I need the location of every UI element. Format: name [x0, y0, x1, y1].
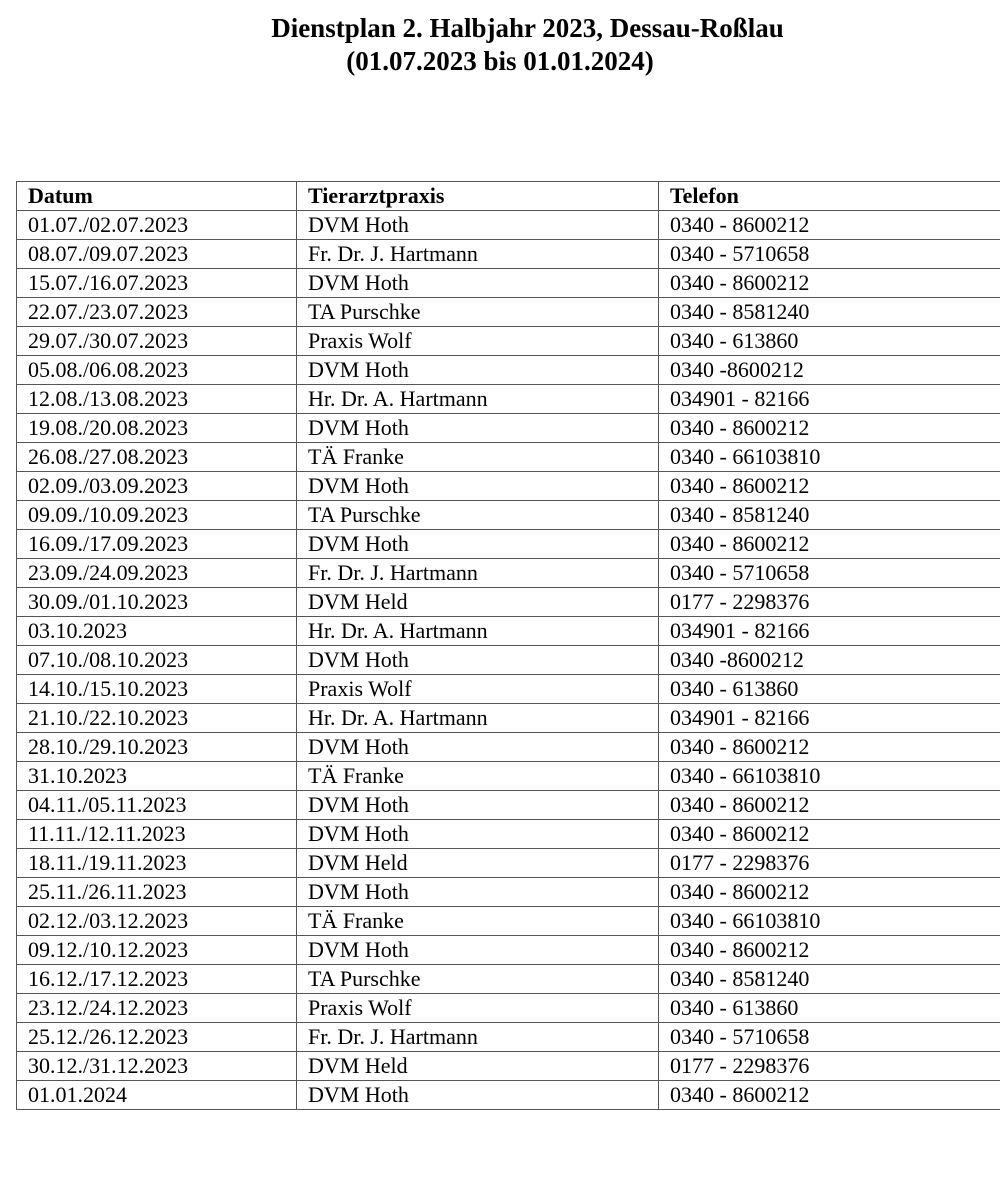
cell-telefon: 0340 - 8600212: [659, 936, 1000, 965]
cell-telefon: 0340 - 8600212: [659, 733, 1000, 762]
cell-datum: 19.08./20.08.2023: [17, 414, 297, 443]
cell-datum: 11.11./12.11.2023: [17, 820, 297, 849]
title-line-2: (01.07.2023 bis 01.01.2024): [346, 46, 654, 76]
cell-telefon: 0340 - 66103810: [659, 443, 1000, 472]
title-line-1: Dienstplan 2. Halbjahr 2023, Dessau-Roßlau: [271, 13, 784, 43]
cell-datum: 05.08./06.08.2023: [17, 356, 297, 385]
table-row: [17, 878, 1000, 907]
cell-tierarztpraxis: TÄ Franke: [297, 443, 659, 472]
cell-telefon: 0340 - 5710658: [659, 240, 1000, 269]
cell-datum: 16.12./17.12.2023: [17, 965, 297, 994]
cell-datum: 22.07./23.07.2023: [17, 298, 297, 327]
cell-tierarztpraxis: TA Purschke: [297, 298, 659, 327]
table-row: [17, 588, 1000, 617]
table-row: [17, 501, 1000, 530]
cell-telefon: 034901 - 82166: [659, 385, 1000, 414]
cell-tierarztpraxis: Fr. Dr. J. Hartmann: [297, 240, 659, 269]
table-row: [17, 936, 1000, 965]
cell-tierarztpraxis: Hr. Dr. A. Hartmann: [297, 385, 659, 414]
cell-telefon: 034901 - 82166: [659, 617, 1000, 646]
cell-tierarztpraxis: TA Purschke: [297, 965, 659, 994]
cell-telefon: 0340 -8600212: [659, 356, 1000, 385]
table-row: [17, 907, 1000, 936]
cell-tierarztpraxis: TA Purschke: [297, 501, 659, 530]
cell-telefon: 0340 - 8600212: [659, 878, 1000, 907]
cell-tierarztpraxis: DVM Hoth: [297, 211, 659, 240]
cell-tierarztpraxis: DVM Hoth: [297, 820, 659, 849]
table-row: [17, 791, 1000, 820]
cell-tierarztpraxis: DVM Hoth: [297, 472, 659, 501]
cell-tierarztpraxis: Hr. Dr. A. Hartmann: [297, 617, 659, 646]
cell-telefon: 0340 - 613860: [659, 327, 1000, 356]
cell-datum: 23.09./24.09.2023: [17, 559, 297, 588]
cell-datum: 15.07./16.07.2023: [17, 269, 297, 298]
cell-datum: 04.11./05.11.2023: [17, 791, 297, 820]
cell-tierarztpraxis: Fr. Dr. J. Hartmann: [297, 1023, 659, 1052]
cell-tierarztpraxis: DVM Hoth: [297, 269, 659, 298]
header-datum: Datum: [17, 182, 297, 211]
cell-datum: 16.09./17.09.2023: [17, 530, 297, 559]
cell-tierarztpraxis: DVM Hoth: [297, 414, 659, 443]
cell-tierarztpraxis: DVM Hoth: [297, 646, 659, 675]
cell-tierarztpraxis: Hr. Dr. A. Hartmann: [297, 704, 659, 733]
cell-telefon: 0340 - 8600212: [659, 269, 1000, 298]
table-row: [17, 1081, 1000, 1110]
table-row: [17, 1023, 1000, 1052]
cell-tierarztpraxis: TÄ Franke: [297, 907, 659, 936]
cell-datum: 09.09./10.09.2023: [17, 501, 297, 530]
duty-schedule-table: [16, 181, 1000, 1110]
cell-tierarztpraxis: Praxis Wolf: [297, 327, 659, 356]
cell-datum: 01.07./02.07.2023: [17, 211, 297, 240]
table-row: [17, 385, 1000, 414]
cell-datum: 21.10./22.10.2023: [17, 704, 297, 733]
cell-telefon: 0340 - 8600212: [659, 1081, 1000, 1110]
cell-telefon: 0177 - 2298376: [659, 588, 1000, 617]
cell-telefon: 0340 - 8600212: [659, 791, 1000, 820]
cell-tierarztpraxis: DVM Hoth: [297, 791, 659, 820]
table-header-row: [17, 182, 1000, 211]
cell-tierarztpraxis: DVM Hoth: [297, 878, 659, 907]
cell-telefon: 0340 - 8581240: [659, 501, 1000, 530]
cell-telefon: 0177 - 2298376: [659, 849, 1000, 878]
document-title: [0, 12, 1000, 78]
table-row: [17, 994, 1000, 1023]
cell-telefon: 0340 - 8581240: [659, 965, 1000, 994]
cell-telefon: 0340 - 5710658: [659, 1023, 1000, 1052]
table-row: [17, 762, 1000, 791]
cell-tierarztpraxis: DVM Hoth: [297, 356, 659, 385]
table-row: [17, 356, 1000, 385]
cell-datum: 25.11./26.11.2023: [17, 878, 297, 907]
cell-telefon: 0340 -8600212: [659, 646, 1000, 675]
table-row: [17, 733, 1000, 762]
table-body: [17, 211, 1000, 1110]
cell-tierarztpraxis: DVM Hoth: [297, 936, 659, 965]
table-row: [17, 849, 1000, 878]
table-row: [17, 559, 1000, 588]
cell-telefon: 0340 - 613860: [659, 994, 1000, 1023]
table-row: [17, 414, 1000, 443]
table-row: [17, 704, 1000, 733]
cell-tierarztpraxis: DVM Hoth: [297, 530, 659, 559]
header-telefon: Telefon: [659, 182, 1000, 211]
cell-datum: 31.10.2023: [17, 762, 297, 791]
cell-tierarztpraxis: DVM Held: [297, 849, 659, 878]
cell-telefon: 0340 - 8600212: [659, 820, 1000, 849]
table-row: [17, 240, 1000, 269]
table-row: [17, 327, 1000, 356]
cell-datum: 03.10.2023: [17, 617, 297, 646]
cell-tierarztpraxis: Praxis Wolf: [297, 994, 659, 1023]
cell-telefon: 0340 - 66103810: [659, 762, 1000, 791]
cell-datum: 09.12./10.12.2023: [17, 936, 297, 965]
cell-datum: 01.01.2024: [17, 1081, 297, 1110]
cell-telefon: 0340 - 66103810: [659, 907, 1000, 936]
cell-datum: 12.08./13.08.2023: [17, 385, 297, 414]
cell-tierarztpraxis: TÄ Franke: [297, 762, 659, 791]
table-row: [17, 472, 1000, 501]
cell-telefon: 0340 - 8600212: [659, 472, 1000, 501]
cell-telefon: 0340 - 5710658: [659, 559, 1000, 588]
table-row: [17, 646, 1000, 675]
cell-tierarztpraxis: DVM Hoth: [297, 733, 659, 762]
table-row: [17, 617, 1000, 646]
cell-datum: 29.07./30.07.2023: [17, 327, 297, 356]
table-row: [17, 269, 1000, 298]
cell-tierarztpraxis: Fr. Dr. J. Hartmann: [297, 559, 659, 588]
cell-datum: 02.09./03.09.2023: [17, 472, 297, 501]
table-row: [17, 211, 1000, 240]
table-row: [17, 530, 1000, 559]
cell-telefon: 0340 - 8600212: [659, 211, 1000, 240]
cell-datum: 28.10./29.10.2023: [17, 733, 297, 762]
cell-datum: 02.12./03.12.2023: [17, 907, 297, 936]
cell-datum: 07.10./08.10.2023: [17, 646, 297, 675]
cell-datum: 30.12./31.12.2023: [17, 1052, 297, 1081]
header-tierarztpraxis: Tierarztpraxis: [297, 182, 659, 211]
cell-telefon: 0340 - 8600212: [659, 414, 1000, 443]
cell-telefon: 0340 - 613860: [659, 675, 1000, 704]
cell-telefon: 0177 - 2298376: [659, 1052, 1000, 1081]
cell-datum: 08.07./09.07.2023: [17, 240, 297, 269]
cell-datum: 25.12./26.12.2023: [17, 1023, 297, 1052]
table-row: [17, 443, 1000, 472]
table-row: [17, 298, 1000, 327]
table-row: [17, 1052, 1000, 1081]
cell-datum: 14.10./15.10.2023: [17, 675, 297, 704]
cell-telefon: 0340 - 8600212: [659, 530, 1000, 559]
cell-datum: 18.11./19.11.2023: [17, 849, 297, 878]
cell-telefon: 0340 - 8581240: [659, 298, 1000, 327]
cell-tierarztpraxis: DVM Hoth: [297, 1081, 659, 1110]
cell-telefon: 034901 - 82166: [659, 704, 1000, 733]
table-row: [17, 820, 1000, 849]
cell-datum: 30.09./01.10.2023: [17, 588, 297, 617]
cell-tierarztpraxis: DVM Held: [297, 1052, 659, 1081]
cell-tierarztpraxis: Praxis Wolf: [297, 675, 659, 704]
cell-tierarztpraxis: DVM Held: [297, 588, 659, 617]
table-row: [17, 675, 1000, 704]
cell-datum: 26.08./27.08.2023: [17, 443, 297, 472]
cell-datum: 23.12./24.12.2023: [17, 994, 297, 1023]
table-row: [17, 965, 1000, 994]
